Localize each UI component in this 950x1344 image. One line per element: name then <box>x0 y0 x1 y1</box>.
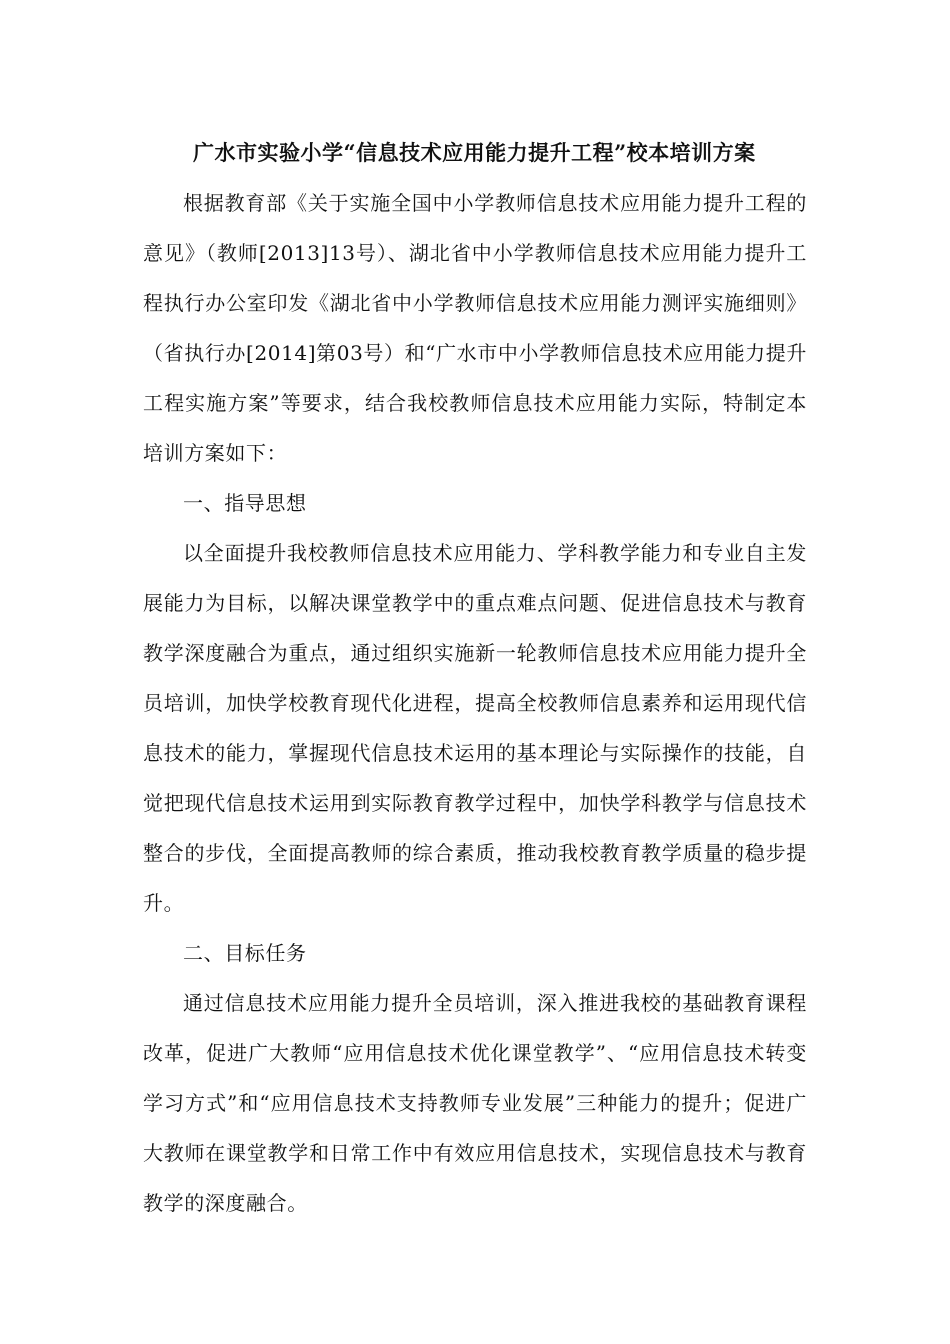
document-page <box>143 128 807 1228</box>
section-heading-guiding-ideology: 一、指导思想 <box>183 491 307 515</box>
intro-paragraph: 根据教育部《关于实施全国中小学教师信息技术应用能力提升工程的意见》（教师[2013]13号）、湖北省中小学教师信息技术应用能力提升工程执行办公室印发《湖北省中小学教师信息技术应用能力测评实施细则》（省执行办[2014]第03号）和“广水市中小学教师信息技术应用能力提升工程实施方案”等要求，结合我校教师信息技术应用能力实际，特制定本培训方案如下： <box>143 191 807 465</box>
section-body-guiding-ideology: 以全面提升我校教师信息技术应用能力、学科教学能力和专业自主发展能力为目标，以解决课堂教学中的重点难点问题、促进信息技术与教育教学深度融合为重点，通过组织实施新一轮教师信息技术应用能力提升全员培训，加快学校教育现代化进程，提高全校教师信息素养和运用现代信息技术的能力，掌握现代信息技术运用的基本理论与实际操作的技能，自觉把现代信息技术运用到实际教育教学过程中，加快学科教学与信息技术整合的步伐，全面提高教师的综合素质，推动我校教育教学质量的稳步提升。 <box>143 541 807 915</box>
section-heading-goals-tasks: 二、目标任务 <box>183 941 307 965</box>
document-title: 广水市实验小学“信息技术应用能力提升工程”校本培训方案 <box>193 140 756 165</box>
section-body-goals-tasks: 通过信息技术应用能力提升全员培训，深入推进我校的基础教育课程改革，促进广大教师“应用信息技术优化课堂教学”、“应用信息技术转变学习方式”和“应用信息技术支持教师专业发展”三种能力的提升；促进广大教师在课堂教学和日常工作中有效应用信息技术，实现信息技术与教育教学的深度融合。 <box>143 991 807 1215</box>
